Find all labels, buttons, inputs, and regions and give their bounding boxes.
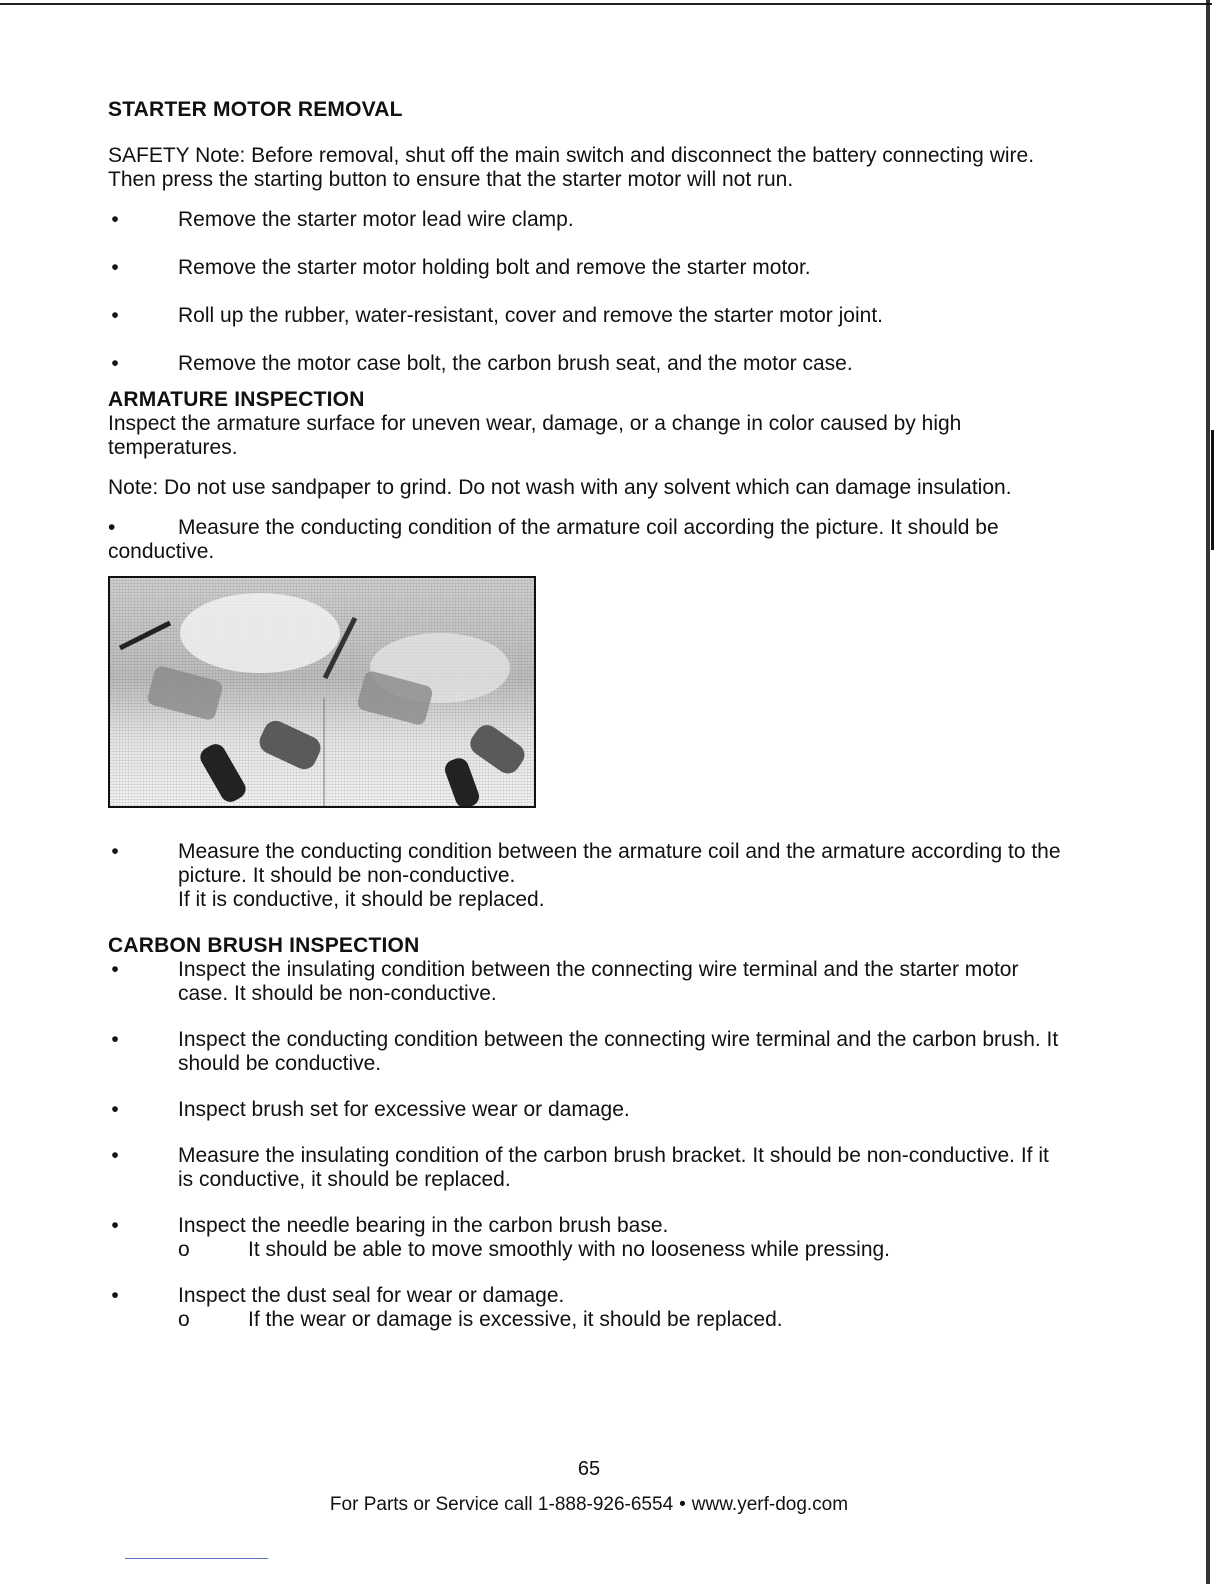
armature-test-photo: [108, 576, 536, 808]
footer: [0, 1494, 1178, 1516]
list-item: • Remove the motor case bolt, the carbon brush seat, and the motor case.: [108, 352, 1068, 376]
sub-list-item: o If the wear or damage is excessive, it should be replaced.: [178, 1308, 783, 1331]
section-title-starter-removal: STARTER MOTOR REMOVAL: [108, 98, 403, 121]
footer-separator: •: [679, 1494, 686, 1515]
bottom-underline: [125, 1558, 268, 1559]
bullet-icon: •: [111, 1098, 119, 1121]
list-item: • Measure the conducting condition between the armature coil and the armature according to the picture. It should be non-conductive. If it is conductive, it should be replaced.: [108, 840, 1068, 912]
section-title-armature: ARMATURE INSPECTION: [108, 388, 365, 411]
footer-website-link[interactable]: www.yerf-dog.com: [691, 1494, 849, 1515]
list-item: • Inspect the conducting condition between the connecting wire terminal and the carbon brush. It should be conductive.: [108, 1028, 1068, 1076]
top-rule: [0, 3, 1212, 5]
measure-conductive: • Measure the conducting condition of the armature coil according the picture. It should be conductive.: [108, 516, 999, 563]
bullet-icon: •: [108, 516, 116, 539]
bullet-icon: •: [111, 1028, 119, 1051]
armature-measure-list: [108, 840, 1068, 912]
page-number: 65: [577, 1458, 601, 1480]
bullet-icon: •: [111, 840, 119, 863]
multimeter-probes-illustration: [110, 578, 534, 806]
list-item: • Inspect the dust seal for wear or damage. o If the wear or damage is excessive, it should be replaced.: [108, 1284, 1068, 1332]
bullet-icon: •: [111, 1214, 119, 1237]
bullet-icon: •: [111, 208, 119, 231]
footer-service-text: For Parts or Service call 1-888-926-6554: [329, 1494, 674, 1515]
list-item: • Inspect the needle bearing in the carbon brush base. o It should be able to move smoothly with no looseness while pressing.: [108, 1214, 1068, 1262]
bullet-icon: •: [111, 1284, 119, 1307]
list-item: • Roll up the rubber, water-resistant, cover and remove the starter motor joint.: [108, 304, 1068, 328]
brush-inspection-list: [108, 958, 1068, 1332]
armature-note: Note: Do not use sandpaper to grind. Do not wash with any solvent which can damage insulation.: [108, 476, 1012, 499]
bullet-icon: •: [111, 1144, 119, 1167]
sub-bullet-icon: o: [178, 1238, 190, 1261]
list-item: • Inspect brush set for excessive wear or damage.: [108, 1098, 1068, 1122]
sub-list-item: o It should be able to move smoothly with no looseness while pressing.: [178, 1238, 891, 1261]
page-content: [108, 98, 1068, 1354]
armature-intro: Inspect the armature surface for uneven wear, damage, or a change in color caused by high temperatures.: [108, 412, 962, 459]
removal-steps-list: [108, 208, 1068, 376]
safety-note: SAFETY Note: Before removal, shut off the main switch and disconnect the battery connecting wire. Then press the starting button to ensure that the starter motor will not run.: [108, 144, 1035, 191]
scan-edge-shadow: [1206, 0, 1210, 1584]
list-item: • Inspect the insulating condition between the connecting wire terminal and the starter motor case. It should be non-conductive.: [108, 958, 1068, 1006]
bullet-icon: •: [111, 304, 119, 327]
sub-bullet-icon: o: [178, 1308, 190, 1331]
bullet-icon: •: [111, 256, 119, 279]
bullet-icon: •: [111, 958, 119, 981]
bullet-icon: •: [111, 352, 119, 375]
section-title-carbon-brush: CARBON BRUSH INSPECTION: [108, 934, 420, 957]
list-item: • Remove the starter motor lead wire clamp.: [108, 208, 1068, 232]
scan-edge-mark: [1211, 430, 1214, 550]
list-item: • Measure the insulating condition of the carbon brush bracket. It should be non-conductive. If it is conductive, it should be replaced.: [108, 1144, 1068, 1192]
list-item: • Remove the starter motor holding bolt and remove the starter motor.: [108, 256, 1068, 280]
